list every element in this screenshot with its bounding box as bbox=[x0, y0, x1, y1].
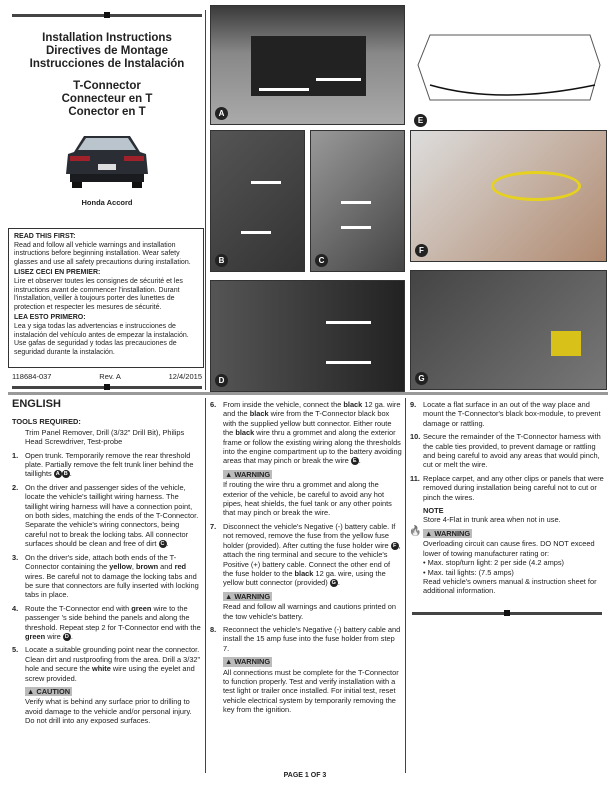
figure-label: F bbox=[415, 244, 428, 257]
warning-label bbox=[223, 657, 272, 666]
figure-reference-icon: A bbox=[54, 470, 62, 478]
step-item bbox=[12, 604, 202, 642]
column-2 bbox=[210, 400, 402, 719]
warning-text: Verify what is behind any surface prior to drilling to avoid damage to the vehicle and/or personal injury. Do not drill into any exposed surfaces. bbox=[25, 697, 192, 726]
step-number: 2. bbox=[12, 482, 19, 492]
step-number: 10. bbox=[410, 432, 421, 442]
step-text: Reconnect the vehicle's Negative (-) battery cable and install the 15 amp fuse into the fuse holder from step 7. bbox=[223, 624, 401, 653]
figure-reference-icon: G bbox=[331, 580, 336, 587]
step-item bbox=[12, 553, 202, 600]
warning-block bbox=[223, 657, 402, 714]
step-item bbox=[12, 451, 202, 479]
warning-label-text: WARNING bbox=[234, 657, 271, 667]
warning-text: Read vehicle's owners manual & instruction sheet for additional information. bbox=[423, 576, 597, 596]
section-divider bbox=[8, 392, 608, 395]
meta-rule bbox=[12, 386, 202, 389]
step-item bbox=[410, 432, 606, 470]
document-title bbox=[10, 32, 204, 71]
language-heading: ENGLISH bbox=[12, 398, 61, 410]
step-text: Route the T-Connector end with green wire to the passenger 's side behind the panels and along the threshold. Repeat step 2 for T-Connector end with the green wire D . bbox=[25, 603, 201, 641]
figure-reference-icon: E bbox=[351, 457, 359, 465]
step-text: From inside the vehicle, connect the black 12 ga. wire and the black wire from the T-Connector black box with the supplied yellow butt connector. Either route the black wire thru a grommet and along the exterior frame or follow the existing wiring along the thresholds into the engine compartment up to the battery avoiding areas that may pinch or break the wire E . bbox=[223, 400, 402, 466]
warning-label-text: WARNING bbox=[234, 469, 271, 479]
date: 12/4/2015 bbox=[168, 372, 202, 381]
step-text: Locate a suitable grounding point near the connector. Clean dirt and rustproofing from the area. Drill a 3/32" hole and secure the white wire using the eyelet and screw provided. bbox=[25, 645, 201, 683]
step-item bbox=[12, 483, 202, 549]
step-item bbox=[12, 645, 202, 683]
warning-label bbox=[423, 529, 472, 538]
step-number: 11. bbox=[410, 473, 420, 483]
warning-triangle-icon: ▲ bbox=[225, 469, 235, 479]
column-divider bbox=[405, 398, 406, 773]
warning-label bbox=[223, 470, 272, 479]
warning-triangle-icon: ▲ bbox=[225, 591, 235, 601]
figure-f-photo bbox=[410, 130, 607, 262]
title-es: Instrucciones de Instalación bbox=[29, 58, 185, 70]
figure-label: E bbox=[414, 114, 427, 127]
figure-reference-icon: D bbox=[63, 633, 71, 641]
product-en: T-Connector bbox=[73, 80, 141, 92]
warning-block bbox=[223, 470, 402, 518]
step-number: 8. bbox=[210, 624, 217, 634]
top-rule bbox=[12, 14, 202, 17]
step-item bbox=[210, 400, 402, 466]
warning-triangle-icon: ▲ bbox=[27, 686, 37, 696]
step-number: 6. bbox=[210, 400, 217, 409]
figure-label: B bbox=[215, 254, 228, 267]
emphasis-text: black bbox=[294, 568, 314, 578]
step-item bbox=[410, 474, 606, 502]
figure-label: C bbox=[315, 254, 328, 267]
step-text: On the driver and passenger sides of the vehicle, locate the vehicle's taillight wiring harness. The taillight wiring harness will have a connection point, on both sides, matching the ends of the T-Connector. Separate the vehicle's wiring connectors, being careful not to break the locking tabs. All connector surfaces should be clean and free of dirt C . bbox=[25, 482, 199, 549]
step-number: 9. bbox=[410, 400, 417, 409]
document-meta bbox=[12, 372, 202, 381]
emphasis-text: black bbox=[235, 428, 255, 438]
step-number: 7. bbox=[210, 521, 217, 531]
figure-reference-icon: F bbox=[391, 542, 399, 550]
emphasis-text: green bbox=[25, 631, 46, 641]
title-fr: Directives de Montage bbox=[45, 45, 169, 57]
figure-reference-icon: C bbox=[159, 540, 167, 548]
figure-b-photo bbox=[210, 130, 305, 272]
bullet-item: • Max. tail lights: (7.5 amps) bbox=[423, 567, 514, 577]
column-divider bbox=[205, 10, 206, 390]
warning-triangle-icon: ▲ bbox=[425, 528, 435, 538]
figure-a-photo bbox=[210, 5, 405, 125]
figure-label: G bbox=[415, 372, 428, 385]
column-3 bbox=[410, 400, 606, 600]
figure-e-diagram bbox=[410, 5, 607, 127]
step-text: On the driver's side, attach both ends of the T-Connector containing the yellow, brown and red wires. Be careful not to damage the locking tabs and be sure that connectors are fully inserted with locking tabs in place. bbox=[25, 552, 199, 600]
product-es: Conector en T bbox=[68, 106, 146, 118]
step-item bbox=[210, 522, 402, 588]
warning-label-text: WARNING bbox=[434, 528, 471, 538]
figure-d-photo bbox=[210, 280, 405, 392]
end-rule bbox=[412, 612, 602, 615]
warning-text: Read and follow all warnings and cautions printed on the tow vehicle's battery. bbox=[223, 602, 396, 621]
car-image bbox=[62, 128, 152, 192]
step-text: Secure the remainder of the T-Connector harness with the cable ties provided, to prevent damage or rattling and being careful to avoid any areas that would pinch, cut or melt the wire. bbox=[423, 432, 601, 470]
step-number: 5. bbox=[12, 645, 19, 655]
read-first-heading-es: LEA ESTO PRIMERO: bbox=[14, 314, 86, 322]
warning-block bbox=[409, 525, 606, 596]
part-number: 118684-037 bbox=[12, 372, 52, 381]
column-divider bbox=[205, 398, 206, 773]
product-name bbox=[10, 80, 204, 119]
caution-label bbox=[25, 687, 72, 696]
emphasis-text: green bbox=[131, 603, 152, 613]
warning-text: If routing the wire thru a grommet and along the exterior of the vehicle, be careful to avoid any hot pipes, heat shields, the fuel tank or any other points that may pinch or break the wire. bbox=[223, 480, 392, 518]
read-first-heading-fr: LISEZ CECI EN PREMIER: bbox=[14, 269, 101, 277]
read-first-text-es: Lea y siga todas las advertencias e instrucciones de instalación del vehículo antes de empezar la instalación. Use gafas de seguridad y todas las precauciones de seguridad durante la instalación. bbox=[14, 322, 189, 356]
step-text: Replace carpet, and any other clips or panels that were removed during installation being careful not to cut or pinch the wires. bbox=[423, 473, 604, 502]
figure-reference-icon: B bbox=[62, 470, 70, 478]
tools-heading: TOOLS REQUIRED: bbox=[12, 417, 81, 427]
warning-text: All connections must be complete for the T-Connector to function properly. Test and verify installation with a test light or trailer once installed. For initial test, reset vehicle electrical system by temporarily removing the key from the ignition. bbox=[223, 667, 399, 715]
emphasis-text: brown bbox=[135, 562, 159, 572]
revision: Rev. A bbox=[99, 372, 121, 381]
step-text: Open trunk. Temporarily remove the rear threshold plate. Partially remove the felt trunk liner behind the taillights A B . bbox=[25, 450, 194, 479]
step-number: 3. bbox=[12, 552, 19, 562]
page-number: PAGE 1 OF 3 bbox=[283, 772, 327, 779]
emphasis-text: red bbox=[174, 562, 187, 572]
step-item bbox=[410, 400, 606, 428]
step-text: Locate a flat surface in an out of the way place and mount the T-Connector's black box-module, to prevent damage or rattling. bbox=[423, 400, 601, 428]
fire-icon: 🔥 bbox=[409, 525, 422, 537]
note-block bbox=[423, 506, 606, 525]
warning-block bbox=[223, 592, 402, 621]
warning-label-text: WARNING bbox=[234, 591, 271, 601]
note-label: NOTE bbox=[423, 506, 444, 516]
read-first-heading-en: READ THIS FIRST: bbox=[14, 233, 76, 240]
note-text: Store 4-Flat in trunk area when not in use. bbox=[423, 515, 561, 525]
step-number: 1. bbox=[12, 450, 19, 460]
warning-triangle-icon: ▲ bbox=[225, 657, 235, 667]
figure-g-photo bbox=[410, 270, 607, 390]
step-item bbox=[210, 625, 402, 653]
tools-list: Trim Panel Remover, Drill (3/32" Drill Bit), Philips Head Screwdriver, Test-probe bbox=[25, 427, 185, 447]
read-first-text-en: Read and follow all vehicle warnings and installation instructions before beginning installation. Wear safety glasses and use all safety precautions during installation. bbox=[14, 241, 191, 266]
column-1 bbox=[12, 400, 202, 730]
vehicle-name: Honda Accord bbox=[81, 198, 133, 207]
caution-block bbox=[25, 687, 202, 726]
title-en: Installation Instructions bbox=[42, 32, 172, 44]
figure-c-photo bbox=[310, 130, 405, 272]
step-text: Disconnect the vehicle's Negative (-) battery cable. If not removed, remove the fuse from the yellow fuse holder (provided). After cutting the fuse holder wire F , attach the ring terminal and secure to the vehicle's Positive (+) battery cable. Connect the other end of the fuse holder to the black 12 ga. wire, using the yellow butt connector (provided) G . bbox=[223, 521, 401, 588]
figure-label: A bbox=[215, 107, 228, 120]
step-number: 4. bbox=[12, 603, 19, 613]
emphasis-text: yellow bbox=[109, 562, 132, 572]
emphasis-text: white bbox=[91, 664, 111, 674]
warning-text: Overloading circuit can cause fires. DO NOT exceed lower of towing manufacturer rating or: bbox=[423, 539, 595, 558]
product-fr: Connecteur en T bbox=[61, 93, 153, 105]
read-first-text-fr: Lire et observer toutes les consignes de sécurité et les instructions avant de commencer l'installation. Durant l'installation, veiller à toujours porter des lunettes de protection et respecter les mesures de sécurité. bbox=[14, 277, 183, 311]
bullet-item: • Max. stop/turn light: 2 per side (4.2 amps) bbox=[423, 558, 565, 568]
emphasis-text: black bbox=[249, 409, 269, 419]
emphasis-text: black bbox=[343, 400, 363, 409]
caution-label-text: CAUTION bbox=[36, 686, 71, 696]
read-first-box bbox=[8, 228, 204, 368]
warning-label bbox=[223, 592, 272, 601]
figure-label: D bbox=[215, 374, 228, 387]
